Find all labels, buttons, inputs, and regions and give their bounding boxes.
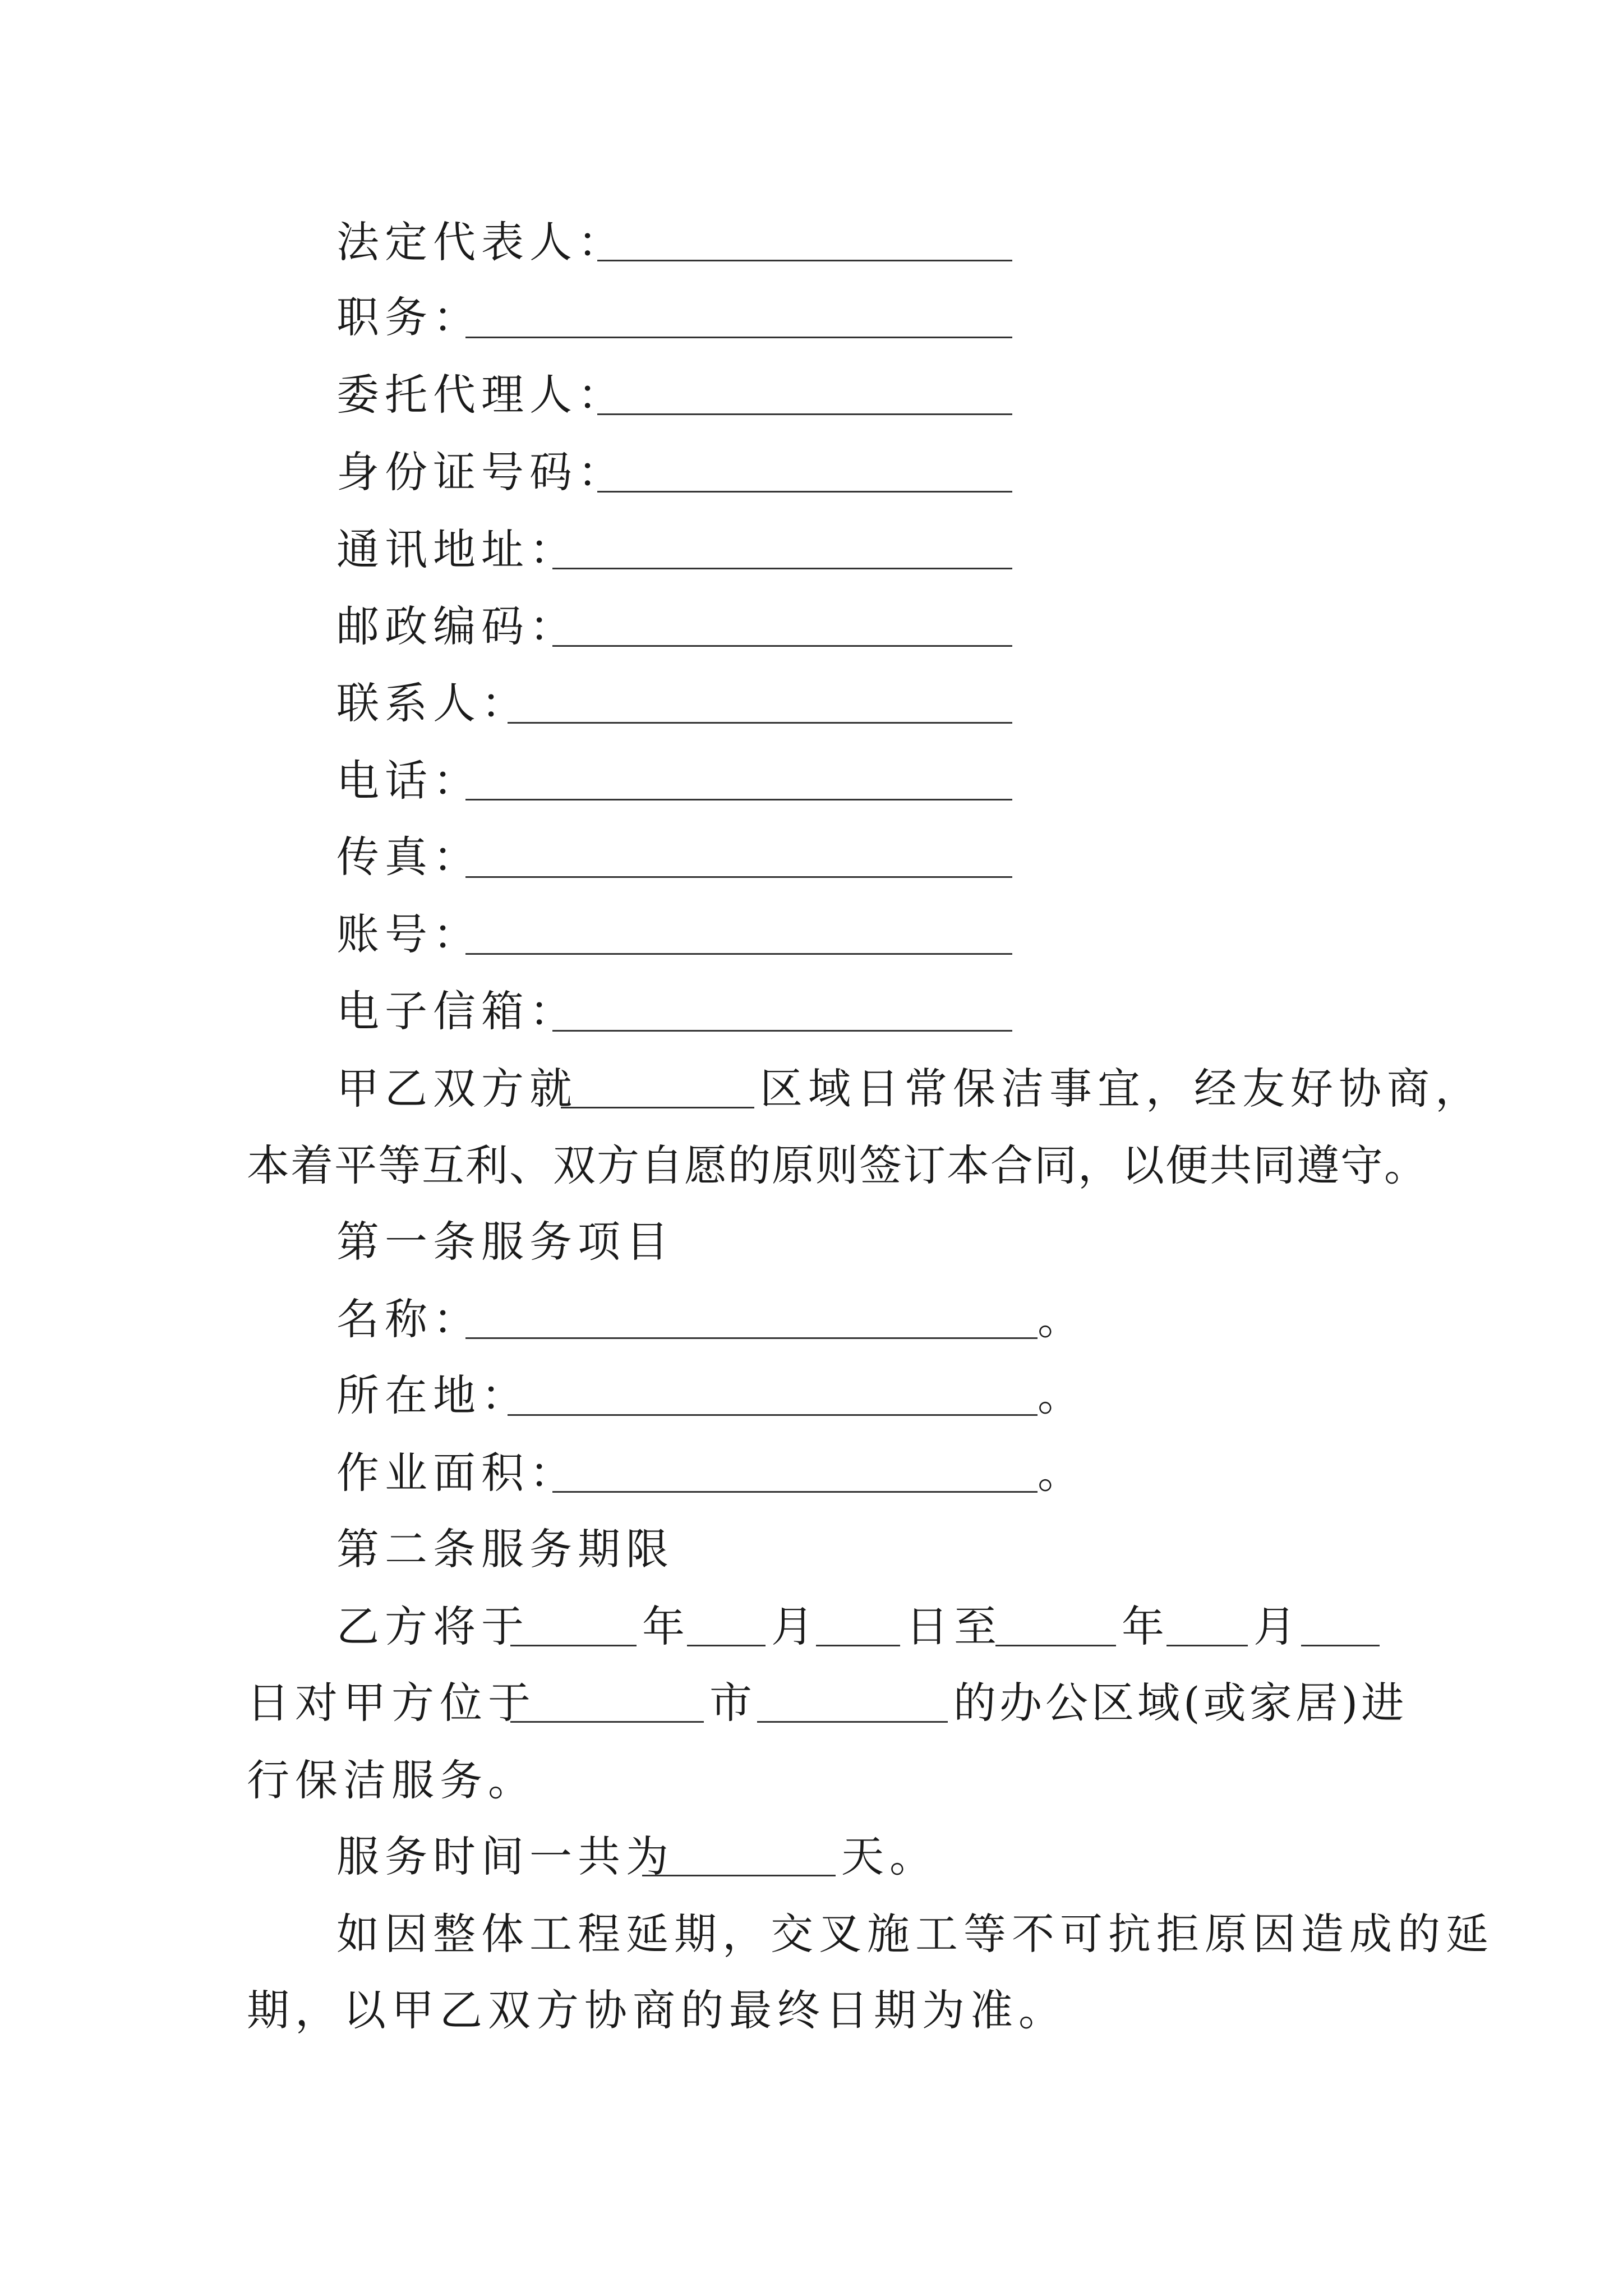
agent-blank[interactable] [597,413,1012,415]
location-label: 所在地： [336,1370,529,1420]
month-label: 月 [771,1602,819,1651]
account-label: 账号： [336,909,481,959]
legal-rep-label: 法定代表人： [336,217,626,267]
city-blank[interactable] [510,1721,704,1723]
start-day-blank[interactable] [816,1645,900,1646]
location-blank[interactable] [508,1414,1038,1416]
contact-blank[interactable] [508,722,1012,724]
agent-label: 委托代理人： [336,370,626,420]
end-day-blank[interactable] [1301,1645,1380,1646]
phone-blank[interactable] [465,799,1012,800]
article1-title: 第一条服务项目 [336,1217,674,1267]
end-month-label: 月 [1253,1602,1302,1651]
intro-line1-end: 区域日常保洁事宜，经友好协商， [760,1064,1483,1114]
postcode-blank[interactable] [552,645,1012,647]
fax-blank[interactable] [465,876,1012,878]
intro-line2: 本着平等互利、双方自愿的原则签订本合同，以便共同遵守。 [247,1140,1428,1190]
duration-days-blank[interactable] [642,1875,836,1876]
phone-label: 电话： [336,756,481,806]
start-month-blank[interactable] [687,1645,766,1646]
account-blank[interactable] [465,953,1012,955]
work-area-period: 。 [1038,1448,1086,1498]
legal-rep-blank[interactable] [597,260,1012,261]
year-label: 年 [642,1602,690,1651]
delay-line2: 期，以甲乙双方协商的最终日期为准。 [247,1985,1067,2035]
contact-label: 联系人： [336,678,529,728]
id-number-label: 身份证号码： [336,447,626,497]
start-year-blank[interactable] [510,1645,637,1646]
fax-label: 传真： [336,832,481,882]
region-blank[interactable] [561,1107,754,1108]
term-start-text: 乙方将于 [336,1602,529,1651]
position-label: 职务： [336,292,481,342]
item-name-blank[interactable] [465,1337,1038,1339]
term-line2-end: 的办公区域(或家居)进 [953,1678,1408,1728]
email-label: 电子信箱： [336,986,578,1036]
delay-line1: 如因整体工程延期，交叉施工等不可抗拒原因造成的延 [336,1909,1494,1959]
work-area-label: 作业面积： [336,1448,578,1498]
end-year-blank[interactable] [995,1645,1116,1646]
duration-unit: 天。 [841,1832,938,1881]
postcode-label: 邮政编码： [336,601,578,651]
day-to-label: 日至 [906,1602,1002,1651]
term-line2-start: 日对甲方位于 [247,1678,536,1728]
email-blank[interactable] [552,1030,1012,1032]
article2-title: 第二条服务期限 [336,1524,674,1574]
city-label: 市 [709,1678,758,1728]
term-line3: 行保洁服务。 [247,1755,536,1805]
address-blank[interactable] [552,568,1012,569]
position-blank[interactable] [465,337,1012,338]
item-name-label: 名称： [336,1294,481,1344]
end-month-blank[interactable] [1166,1645,1248,1646]
duration-text: 服务时间一共为 [336,1832,674,1881]
location-period: 。 [1038,1370,1086,1420]
district-blank[interactable] [757,1721,948,1723]
item-name-period: 。 [1038,1294,1086,1344]
id-number-blank[interactable] [597,491,1012,493]
intro-line1-start: 甲乙双方就 [336,1064,578,1114]
work-area-blank[interactable] [552,1491,1038,1493]
address-label: 通讯地址： [336,524,578,574]
end-year-label: 年 [1122,1602,1170,1651]
